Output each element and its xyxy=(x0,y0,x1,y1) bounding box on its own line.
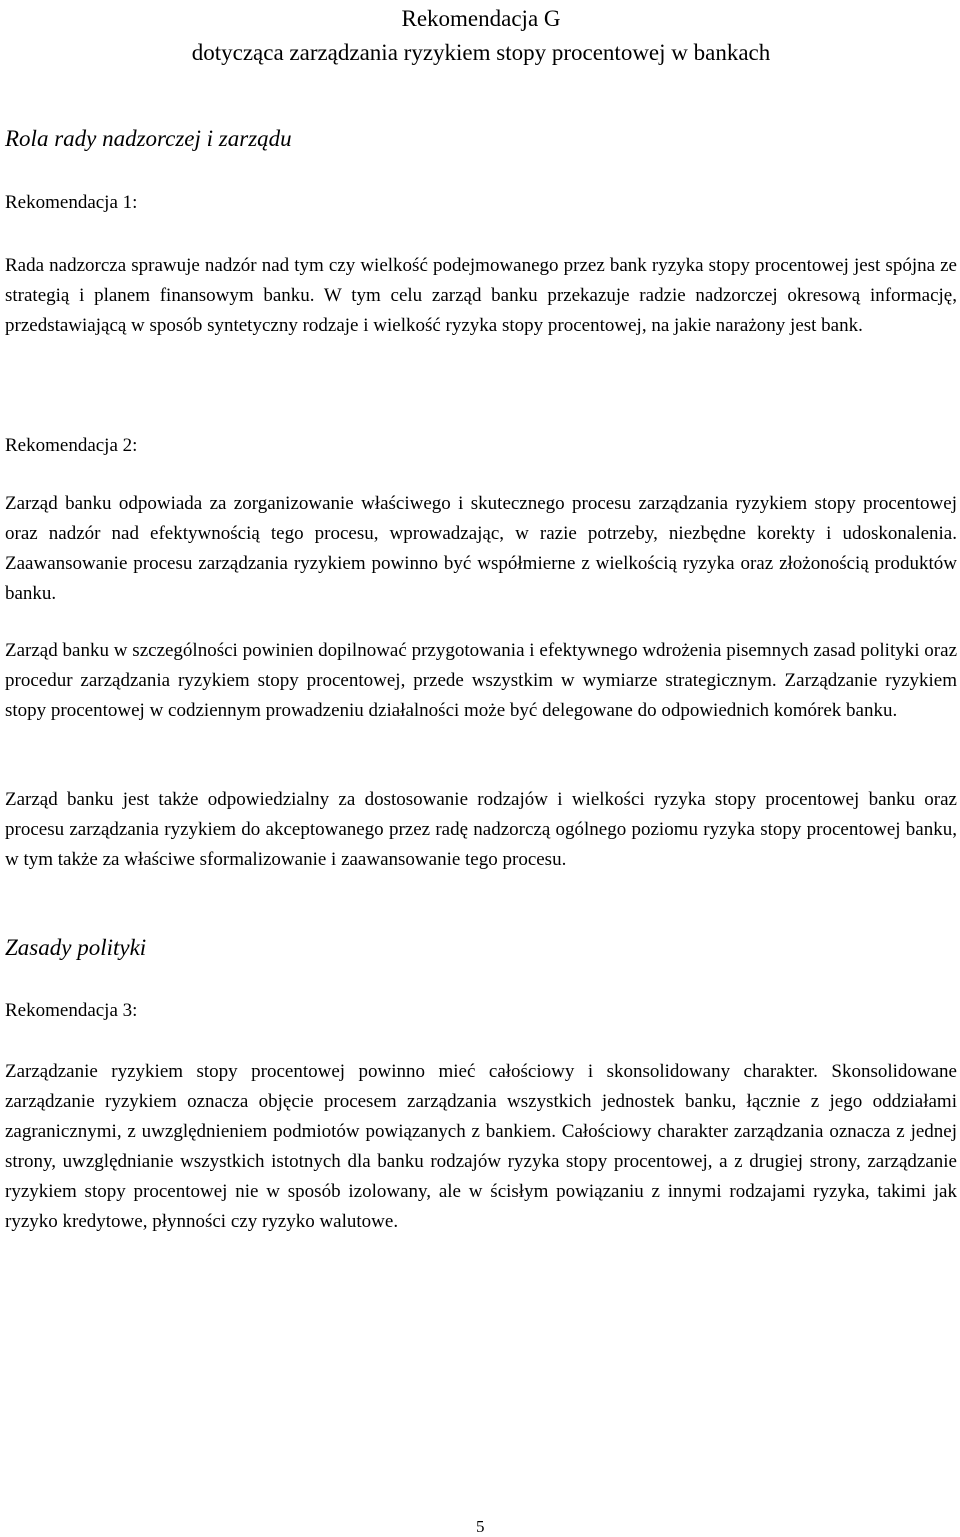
recommendation-3-heading: Rekomendacja 3: xyxy=(5,1000,138,1021)
document-page xyxy=(5,0,957,1537)
recommendation-2-paragraph-2: Zarząd banku w szczególności powinien dopilnować przygotowania i efektywnego wdrożenia pisemnych zasad polityki oraz procedur zarządzania ryzykiem stopy procentowej, przede wszystkim w wymiarze strategicznym. Zarządzanie ryzykiem stopy procentowej w codziennym prowadzeniu działalności może być delegowane do odpowiednich komórek banku. xyxy=(5,640,957,721)
section-heading-role: Rola rady nadzorczej i zarządu xyxy=(5,126,292,151)
document-title xyxy=(5,0,957,70)
recommendation-1-heading: Rekomendacja 1: xyxy=(5,192,138,213)
title-line-2: dotycząca zarządzania ryzykiem stopy procentowej w bankach xyxy=(191,40,771,65)
recommendation-1-paragraph: Rada nadzorcza sprawuje nadzór nad tym czy wielkość podejmowanego przez bank ryzyka stopy procentowej jest spójna ze strategią i planem finansowym banku. W tym celu zarząd banku przekazuje radzie nadzorczej okresową informację, przedstawiającą w sposób syntetyczny rodzaje i wielkość ryzyka stopy procentowej, na jakie narażony jest bank. xyxy=(5,255,957,336)
recommendation-2-paragraph-1: Zarząd banku odpowiada za zorganizowanie właściwego i skutecznego procesu zarządzania ryzykiem stopy procentowej oraz nadzór nad efektywnością tego procesu, wprowadzając, w razie potrzeby, niezbędne korekty i udoskonalenia. Zaawansowanie procesu zarządzania ryzykiem powinno być współmierne z wielkością ryzyka oraz złożonością produktów banku. xyxy=(5,493,957,604)
recommendation-2-heading: Rekomendacja 2: xyxy=(5,435,138,456)
recommendation-3-paragraph: Zarządzanie ryzykiem stopy procentowej powinno mieć całościowy i skonsolidowany charakter. Skonsolidowane zarządzanie ryzykiem oznacza objęcie procesem zarządzania wszystkich jednostek banku, łącznie z jego oddziałami zagranicznymi, z uwzględnieniem podmiotów powiązanych z bankiem. Całościowy charakter zarządzania oznacza z jednej strony, uwzględnianie wszystkich istotnych dla banku rodzajów ryzyka stopy procentowej, a z drugiej strony, zarządzanie ryzykiem stopy procentowej nie w sposób izolowany, ale w ścisłym powiązaniu z innymi rodzajami ryzyka, takimi jak ryzyko kredytowe, płynności czy ryzyko walutowe. xyxy=(5,1061,957,1232)
title-line-1: Rekomendacja G xyxy=(401,6,561,31)
section-heading-policy: Zasady polityki xyxy=(5,935,147,960)
page-number: 5 xyxy=(476,1517,485,1536)
recommendation-2-paragraph-3: Zarząd banku jest także odpowiedzialny za dostosowanie rodzajów i wielkości ryzyka stopy procentowej banku oraz procesu zarządzania ryzykiem do akceptowanego przez radę nadzorczą ogólnego poziomu ryzyka stopy procentowej banku, w tym także za właściwe sformalizowanie i zaawansowanie tego procesu. xyxy=(5,789,957,870)
